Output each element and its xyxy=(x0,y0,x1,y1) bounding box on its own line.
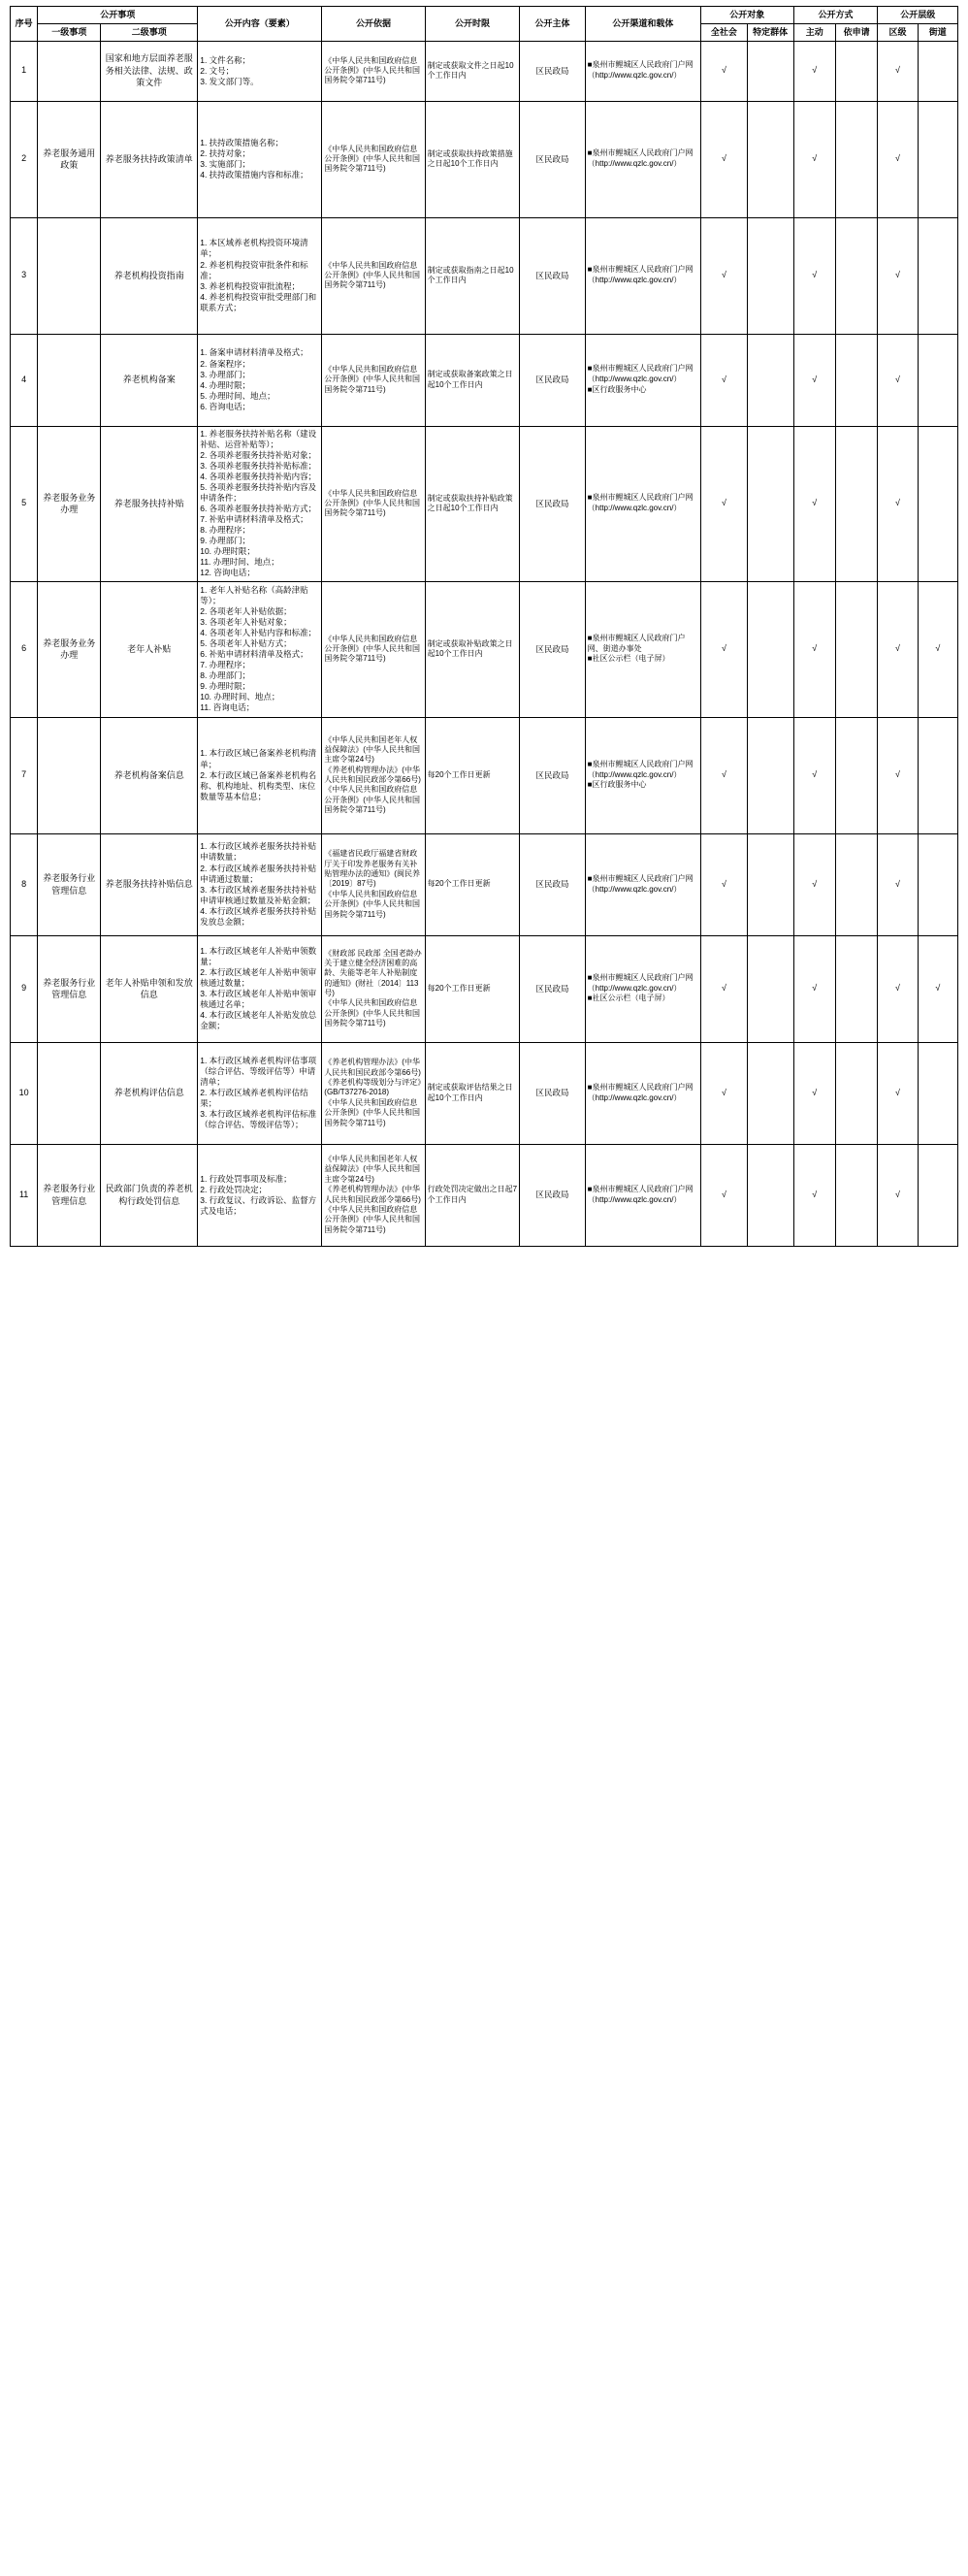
header-basis: 公开依据 xyxy=(322,7,425,42)
row-channel: ■泉州市鲤城区人民政府门户网（http://www.qzlc.gov.cn/） xyxy=(585,1042,700,1144)
row-level2-matter: 养老服务扶持政策清单 xyxy=(101,101,198,217)
header-object-group: 公开对象 xyxy=(701,7,794,24)
row-disclosure-content: 1. 扶持政策措施名称； 2. 扶持对象； 3. 实施部门； 4. 扶持政策措施内容和标准； xyxy=(198,101,322,217)
row-channel: ■泉州市鲤城区人民政府门户网、街道办事处 ■社区公示栏（电子屏） xyxy=(585,581,700,717)
row-object-all: √ xyxy=(701,1042,748,1144)
row-level2-matter: 养老服务扶持补贴 xyxy=(101,426,198,581)
table-header xyxy=(11,7,958,42)
row-legal-basis: 《中华人民共和国政府信息公开条例》(中华人民共和国国务院令第711号) xyxy=(322,426,425,581)
row-level-street xyxy=(918,1042,957,1144)
row-method-active: √ xyxy=(793,334,835,426)
table-row xyxy=(11,1144,958,1246)
row-sequence: 1 xyxy=(11,41,38,101)
row-subject: 区民政局 xyxy=(520,41,585,101)
header-channel: 公开渠道和载体 xyxy=(585,7,700,42)
row-legal-basis: 《财政部 民政部 全国老龄办关于建立健全经济困难的高龄、失能等老年人补贴制度的通知》(财社〔2014〕113号) 《中华人民共和国政府信息公开条例》(中华人民共和国国务院令第711号) xyxy=(322,935,425,1042)
row-level1-matter: 养老服务行业管理信息 xyxy=(38,1144,101,1246)
row-sequence: 6 xyxy=(11,581,38,717)
row-object-specific xyxy=(747,334,793,426)
row-object-specific xyxy=(747,833,793,935)
row-legal-basis: 《福建省民政厅福建省财政厅关于印发养老服务有关补贴管理办法的通知》(闽民养〔2019〕87号) 《中华人民共和国政府信息公开条例》(中华人民共和国国务院令第711号) xyxy=(322,833,425,935)
row-method-active: √ xyxy=(793,217,835,334)
row-object-all: √ xyxy=(701,217,748,334)
row-level-district: √ xyxy=(878,41,918,101)
row-time-limit: 制定或获取指南之日起10个工作日内 xyxy=(425,217,520,334)
row-level1-matter: 养老服务通用政策 xyxy=(38,101,101,217)
row-method-active: √ xyxy=(793,41,835,101)
document-page xyxy=(0,6,968,2576)
header-seq: 序号 xyxy=(11,7,38,42)
row-object-all: √ xyxy=(701,935,748,1042)
table-row xyxy=(11,101,958,217)
row-method-request xyxy=(835,101,877,217)
row-subject: 区民政局 xyxy=(520,217,585,334)
row-object-specific xyxy=(747,1144,793,1246)
row-subject: 区民政局 xyxy=(520,101,585,217)
row-sequence: 3 xyxy=(11,217,38,334)
row-level-street xyxy=(918,334,957,426)
table-row xyxy=(11,41,958,101)
row-channel: ■泉州市鲤城区人民政府门户网（http://www.qzlc.gov.cn/） ■区行政服务中心 xyxy=(585,334,700,426)
row-level-street xyxy=(918,41,957,101)
row-level2-matter: 养老服务扶持补贴信息 xyxy=(101,833,198,935)
row-object-specific xyxy=(747,1042,793,1144)
row-disclosure-content: 1. 备案申请材料清单及格式； 2. 备案程序； 3. 办理部门； 4. 办理时限； 5. 办理时间、地点； 6. 咨询电话； xyxy=(198,334,322,426)
row-channel: ■泉州市鲤城区人民政府门户网（http://www.qzlc.gov.cn/） ■社区公示栏（电子屏） xyxy=(585,935,700,1042)
row-channel: ■泉州市鲤城区人民政府门户网（http://www.qzlc.gov.cn/） ■区行政服务中心 xyxy=(585,717,700,833)
row-channel: ■泉州市鲤城区人民政府门户网（http://www.qzlc.gov.cn/） xyxy=(585,217,700,334)
table-row xyxy=(11,1042,958,1144)
row-method-request xyxy=(835,833,877,935)
row-method-request xyxy=(835,41,877,101)
row-level-district: √ xyxy=(878,1144,918,1246)
row-sequence: 11 xyxy=(11,1144,38,1246)
row-disclosure-content: 1. 行政处罚事项及标准； 2. 行政处罚决定； 3. 行政复议、行政诉讼、监督方式及电话； xyxy=(198,1144,322,1246)
row-level-street xyxy=(918,426,957,581)
row-level-district: √ xyxy=(878,101,918,217)
row-level1-matter: 养老服务行业管理信息 xyxy=(38,833,101,935)
row-time-limit: 制定或获取文件之日起10个工作日内 xyxy=(425,41,520,101)
row-level1-matter xyxy=(38,217,101,334)
row-time-limit: 每20个工作日更新 xyxy=(425,833,520,935)
header-matter-group: 公开事项 xyxy=(38,7,198,24)
row-subject: 区民政局 xyxy=(520,426,585,581)
row-level1-matter xyxy=(38,1042,101,1144)
row-disclosure-content: 1. 本区域养老机构投资环境清单； 2. 养老机构投资审批条件和标准； 3. 养老机构投资审批流程； 4. 养老机构投资审批受理部门和联系方式； xyxy=(198,217,322,334)
row-object-all: √ xyxy=(701,581,748,717)
table-row xyxy=(11,217,958,334)
row-method-request xyxy=(835,334,877,426)
row-level-district: √ xyxy=(878,833,918,935)
row-object-all: √ xyxy=(701,334,748,426)
row-channel: ■泉州市鲤城区人民政府门户网（http://www.qzlc.gov.cn/） xyxy=(585,1144,700,1246)
row-channel: ■泉州市鲤城区人民政府门户网（http://www.qzlc.gov.cn/） xyxy=(585,101,700,217)
table-body xyxy=(11,41,958,1246)
row-level1-matter xyxy=(38,717,101,833)
row-level-district: √ xyxy=(878,581,918,717)
row-disclosure-content: 1. 文件名称； 2. 文号； 3. 发文部门等。 xyxy=(198,41,322,101)
row-level-district: √ xyxy=(878,426,918,581)
header-subject: 公开主体 xyxy=(520,7,585,42)
row-time-limit: 每20个工作日更新 xyxy=(425,935,520,1042)
row-method-active: √ xyxy=(793,426,835,581)
row-channel: ■泉州市鲤城区人民政府门户网（http://www.qzlc.gov.cn/） xyxy=(585,426,700,581)
row-subject: 区民政局 xyxy=(520,1042,585,1144)
header-object-specific: 特定群体 xyxy=(747,23,793,41)
row-legal-basis: 《中华人民共和国政府信息公开条例》(中华人民共和国国务院令第711号) xyxy=(322,334,425,426)
row-sequence: 10 xyxy=(11,1042,38,1144)
header-level-street: 街道 xyxy=(918,23,957,41)
disclosure-matters-table xyxy=(10,6,958,1247)
row-object-specific xyxy=(747,935,793,1042)
row-method-request xyxy=(835,1042,877,1144)
row-level2-matter: 养老机构评估信息 xyxy=(101,1042,198,1144)
row-level2-matter: 养老机构备案 xyxy=(101,334,198,426)
row-disclosure-content: 1. 本行政区域已备案养老机构清单； 2. 本行政区域已备案养老机构名称、机构地址、机构类型、床位数量等基本信息； xyxy=(198,717,322,833)
header-method-active: 主动 xyxy=(793,23,835,41)
row-level-street xyxy=(918,1144,957,1246)
table-row xyxy=(11,717,958,833)
row-method-request xyxy=(835,581,877,717)
row-level1-matter xyxy=(38,334,101,426)
row-legal-basis: 《中华人民共和国政府信息公开条例》(中华人民共和国国务院令第711号) xyxy=(322,581,425,717)
row-level2-matter: 养老机构投资指南 xyxy=(101,217,198,334)
header-content: 公开内容（要素） xyxy=(198,7,322,42)
header-method-request: 依申请 xyxy=(835,23,877,41)
row-level-street: √ xyxy=(918,935,957,1042)
row-method-request xyxy=(835,426,877,581)
row-subject: 区民政局 xyxy=(520,833,585,935)
row-level-street xyxy=(918,717,957,833)
header-level-district: 区级 xyxy=(878,23,918,41)
row-level-district: √ xyxy=(878,217,918,334)
row-level2-matter: 养老机构备案信息 xyxy=(101,717,198,833)
row-level2-matter: 老年人补贴申领和发放信息 xyxy=(101,935,198,1042)
table-row xyxy=(11,426,958,581)
row-legal-basis: 《中华人民共和国政府信息公开条例》(中华人民共和国国务院令第711号) xyxy=(322,41,425,101)
row-sequence: 9 xyxy=(11,935,38,1042)
row-method-active: √ xyxy=(793,1144,835,1246)
header-row-1 xyxy=(11,7,958,24)
row-object-all: √ xyxy=(701,41,748,101)
row-sequence: 5 xyxy=(11,426,38,581)
row-level2-matter: 国家和地方层面养老服务相关法律、法规、政策文件 xyxy=(101,41,198,101)
row-level-district: √ xyxy=(878,717,918,833)
row-level2-matter: 民政部门负责的养老机构行政处罚信息 xyxy=(101,1144,198,1246)
header-method-group: 公开方式 xyxy=(793,7,878,24)
row-channel: ■泉州市鲤城区人民政府门户网（http://www.qzlc.gov.cn/） xyxy=(585,41,700,101)
row-subject: 区民政局 xyxy=(520,717,585,833)
row-disclosure-content: 1. 本行政区域养老服务扶持补贴申请数量； 2. 本行政区域养老服务扶持补贴申请通过数量； 3. 本行政区域养老服务扶持补贴申请审核通过数量及补贴金额； 4. 本行政区域养老服务扶持补贴发放总金额； xyxy=(198,833,322,935)
row-method-request xyxy=(835,935,877,1042)
table-row xyxy=(11,833,958,935)
row-level-street xyxy=(918,101,957,217)
row-method-request xyxy=(835,1144,877,1246)
row-level-district: √ xyxy=(878,334,918,426)
row-method-active: √ xyxy=(793,717,835,833)
row-object-all: √ xyxy=(701,833,748,935)
row-method-active: √ xyxy=(793,1042,835,1144)
header-level-group: 公开层级 xyxy=(878,7,958,24)
table-row xyxy=(11,935,958,1042)
row-method-active: √ xyxy=(793,101,835,217)
row-time-limit: 制定或获取评估结果之日起10个工作日内 xyxy=(425,1042,520,1144)
row-object-specific xyxy=(747,101,793,217)
header-object-all: 全社会 xyxy=(701,23,748,41)
row-legal-basis: 《中华人民共和国政府信息公开条例》(中华人民共和国国务院令第711号) xyxy=(322,217,425,334)
row-disclosure-content: 1. 本行政区域老年人补贴申领数量； 2. 本行政区域老年人补贴申领审核通过数量； 3. 本行政区域老年人补贴申领审核通过名单； 4. 本行政区域老年人补贴发放总金额； xyxy=(198,935,322,1042)
header-level2: 二级事项 xyxy=(101,23,198,41)
row-level1-matter: 养老服务业务办理 xyxy=(38,426,101,581)
row-sequence: 8 xyxy=(11,833,38,935)
row-object-specific xyxy=(747,717,793,833)
row-sequence: 2 xyxy=(11,101,38,217)
header-limit: 公开时限 xyxy=(425,7,520,42)
row-legal-basis: 《中华人民共和国老年人权益保障法》(中华人民共和国主席令第24号) 《养老机构管理办法》(中华人民共和国民政部令第66号) 《中华人民共和国政府信息公开条例》(中华人民共和国国务院令第711号) xyxy=(322,717,425,833)
row-disclosure-content: 1. 老年人补贴名称（高龄津贴等）； 2. 各项老年人补贴依据； 3. 各项老年人补贴对象； 4. 各项老年人补贴内容和标准； 5. 各项老年人补贴方式； 6. 补贴申请材料清单及格式； 7. 办理程序； 8. 办理部门； 9. 办理时限； 10. 办理时间、地点； 11. 咨询电话； xyxy=(198,581,322,717)
row-time-limit: 每20个工作日更新 xyxy=(425,717,520,833)
header-level1: 一级事项 xyxy=(38,23,101,41)
row-object-specific xyxy=(747,426,793,581)
row-method-active: √ xyxy=(793,581,835,717)
table-row xyxy=(11,581,958,717)
row-object-specific xyxy=(747,41,793,101)
row-level2-matter: 老年人补贴 xyxy=(101,581,198,717)
row-legal-basis: 《养老机构管理办法》(中华人民共和国民政部令第66号) 《养老机构等级划分与评定》(GB/T37276-2018) 《中华人民共和国政府信息公开条例》(中华人民共和国国务院令第711号) xyxy=(322,1042,425,1144)
row-time-limit: 制定或获取扶持补贴政策之日起10个工作日内 xyxy=(425,426,520,581)
row-legal-basis: 《中华人民共和国老年人权益保障法》(中华人民共和国主席令第24号) 《养老机构管理办法》(中华人民共和国民政部令第66号) 《中华人民共和国政府信息公开条例》(中华人民共和国国务院令第711号) xyxy=(322,1144,425,1246)
row-sequence: 4 xyxy=(11,334,38,426)
row-level1-matter: 养老服务行业管理信息 xyxy=(38,935,101,1042)
row-legal-basis: 《中华人民共和国政府信息公开条例》(中华人民共和国国务院令第711号) xyxy=(322,101,425,217)
row-sequence: 7 xyxy=(11,717,38,833)
row-time-limit: 制定或获取备案政策之日起10个工作日内 xyxy=(425,334,520,426)
row-subject: 区民政局 xyxy=(520,581,585,717)
table-row xyxy=(11,334,958,426)
row-object-all: √ xyxy=(701,717,748,833)
row-time-limit: 行政处罚决定做出之日起7个工作日内 xyxy=(425,1144,520,1246)
row-level-district: √ xyxy=(878,935,918,1042)
row-subject: 区民政局 xyxy=(520,1144,585,1246)
row-level-street xyxy=(918,833,957,935)
row-subject: 区民政局 xyxy=(520,935,585,1042)
row-method-active: √ xyxy=(793,935,835,1042)
row-method-request xyxy=(835,217,877,334)
row-level1-matter: 养老服务业务办理 xyxy=(38,581,101,717)
row-level-street: √ xyxy=(918,581,957,717)
row-disclosure-content: 1. 本行政区域养老机构评估事项（综合评估、等级评估等）申请清单； 2. 本行政区域养老机构评估结果； 3. 本行政区域养老机构评估标准（综合评估、等级评估等）； xyxy=(198,1042,322,1144)
row-level1-matter xyxy=(38,41,101,101)
row-channel: ■泉州市鲤城区人民政府门户网（http://www.qzlc.gov.cn/） xyxy=(585,833,700,935)
row-time-limit: 制定或获取补贴政策之日起10个工作日内 xyxy=(425,581,520,717)
row-level-street xyxy=(918,217,957,334)
row-object-all: √ xyxy=(701,426,748,581)
row-object-specific xyxy=(747,217,793,334)
row-disclosure-content: 1. 养老服务扶持补贴名称（建设补贴、运营补贴等）； 2. 各项养老服务扶持补贴对象； 3. 各项养老服务扶持补贴标准； 4. 各项养老服务扶持补贴内容； 5. 各项养老服务扶持补贴内容及申请条件； 6. 各项养老服务扶持补贴方式； 7. 补贴申请材料清单及格式； 8. 办理程序； 9. 办理部门； 10. 办理时限； 11. 办理时间、地点； 12. 咨询电话； xyxy=(198,426,322,581)
row-time-limit: 制定或获取扶持政策措施之日起10个工作日内 xyxy=(425,101,520,217)
row-object-all: √ xyxy=(701,1144,748,1246)
row-level-district: √ xyxy=(878,1042,918,1144)
row-object-all: √ xyxy=(701,101,748,217)
row-subject: 区民政局 xyxy=(520,334,585,426)
row-method-request xyxy=(835,717,877,833)
row-object-specific xyxy=(747,581,793,717)
row-method-active: √ xyxy=(793,833,835,935)
